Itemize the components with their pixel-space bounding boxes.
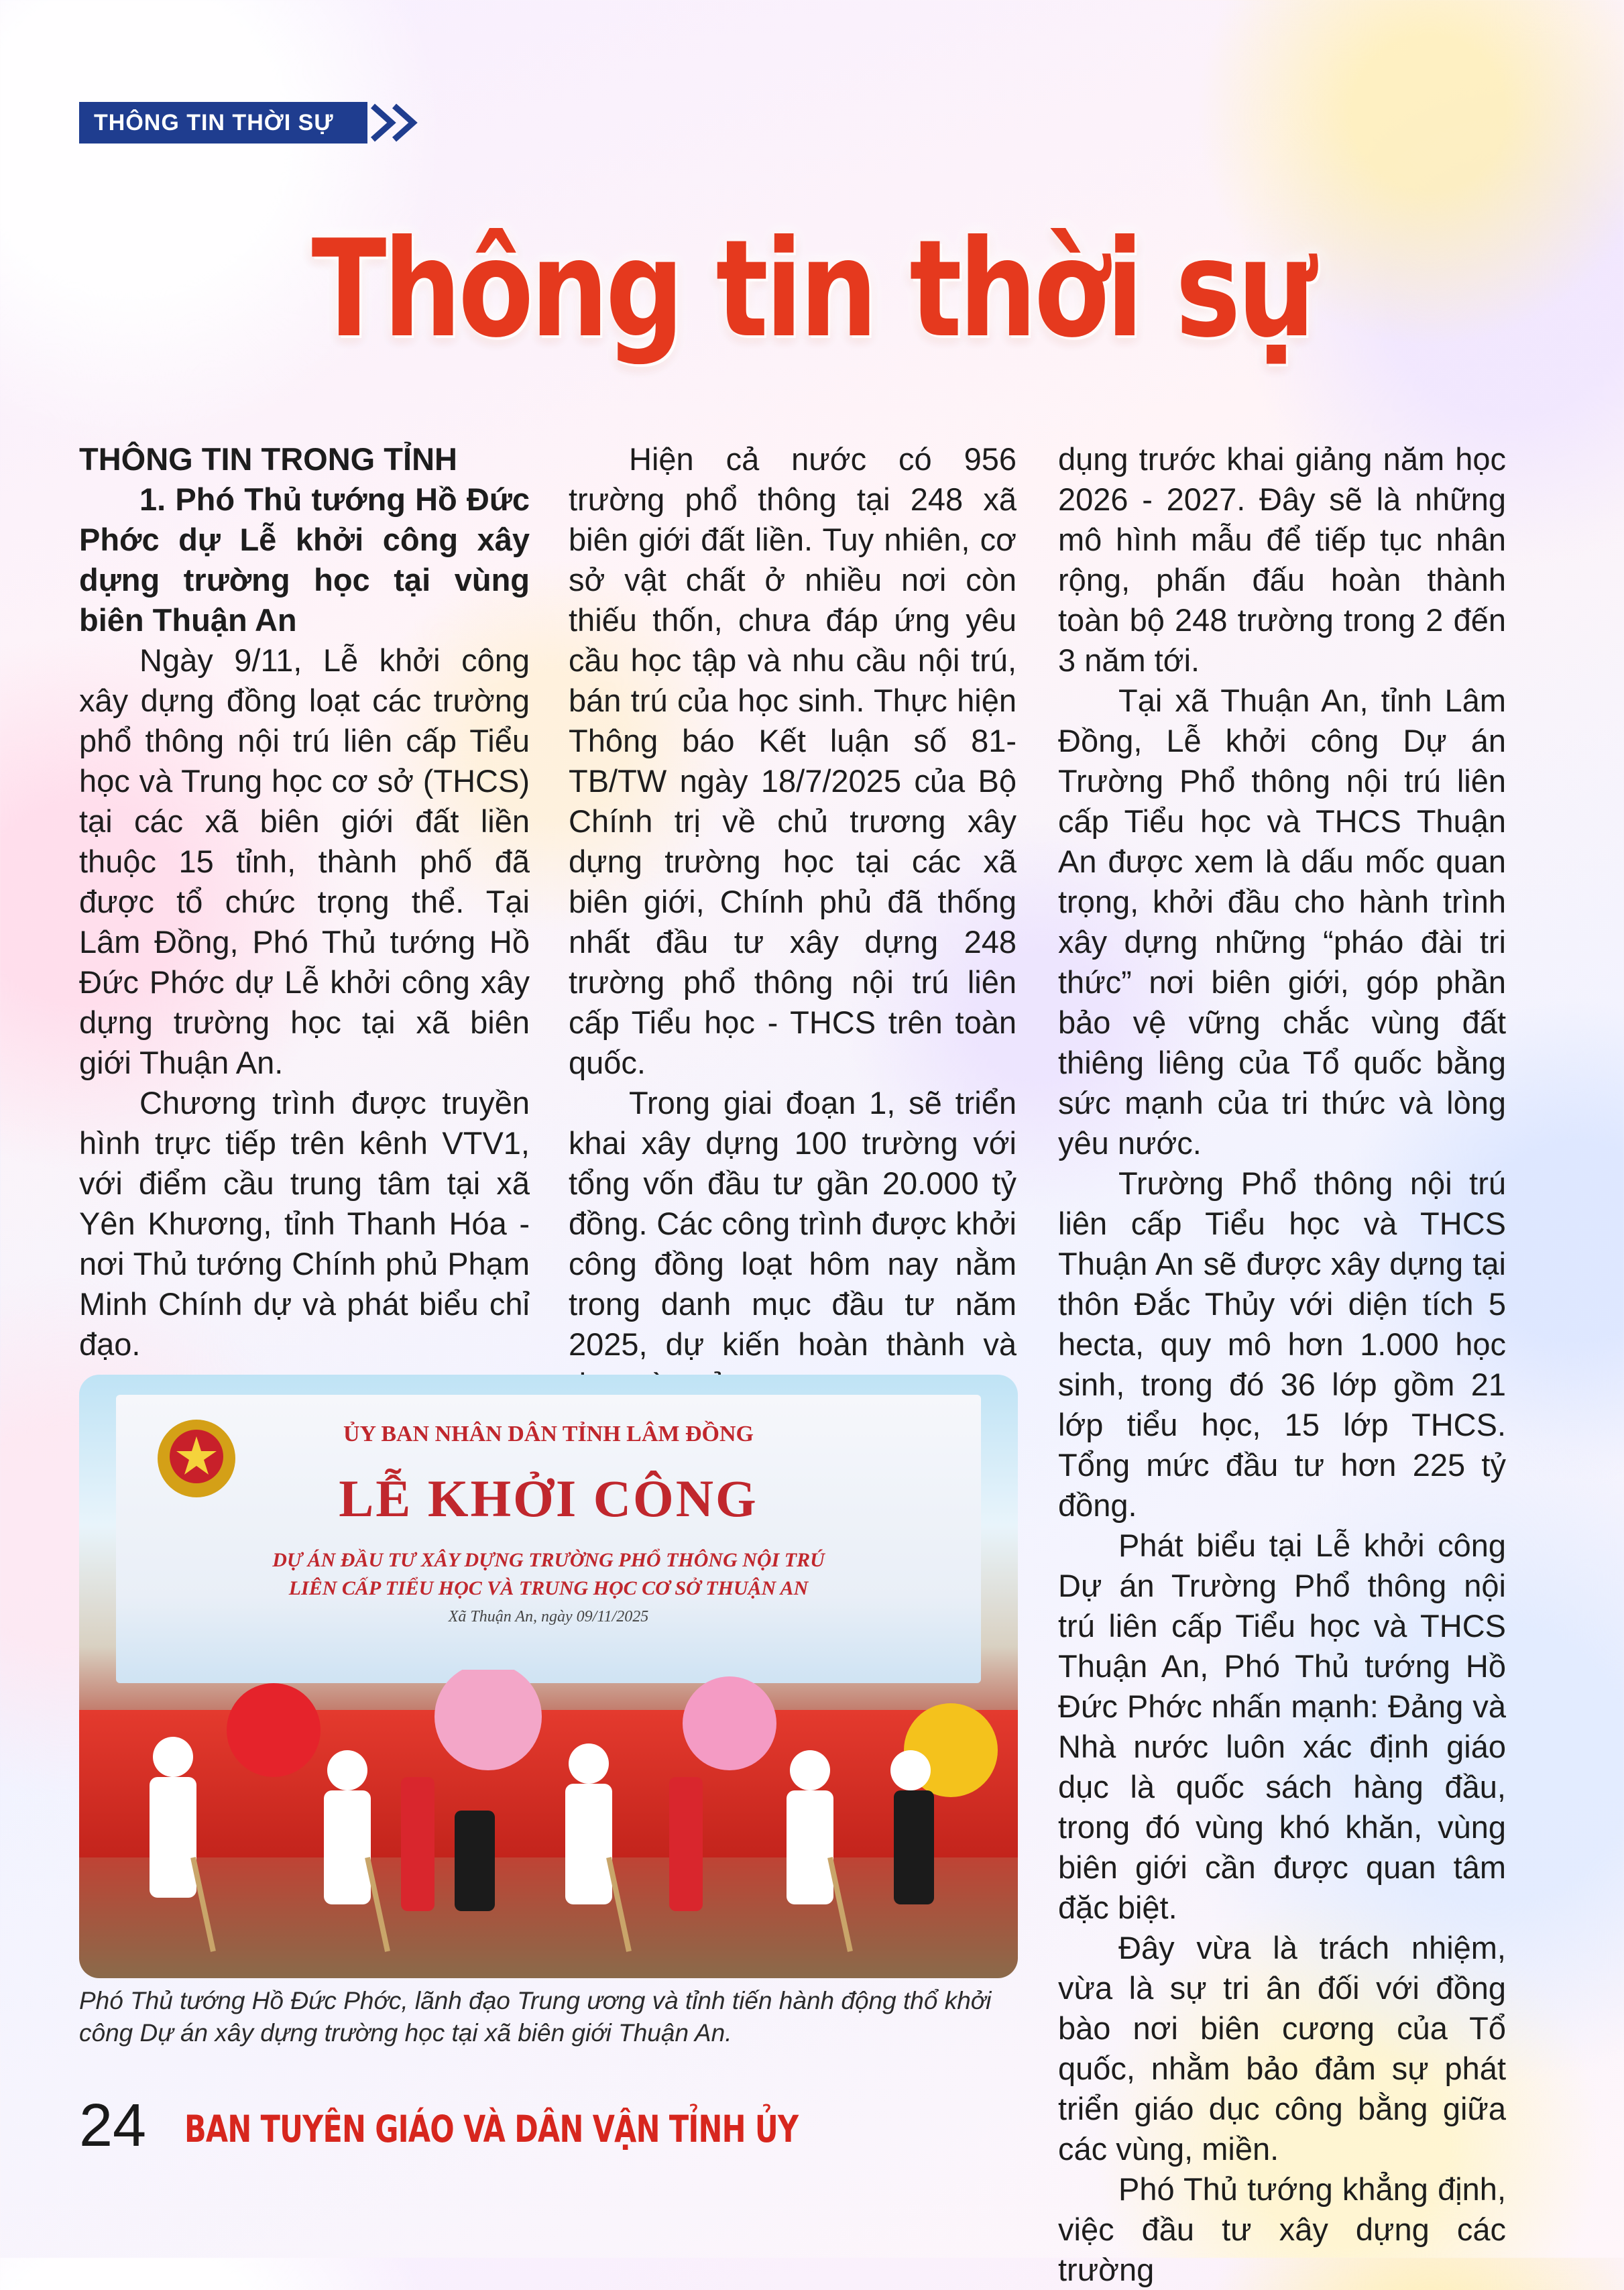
paragraph: Trong giai đoạn 1, sẽ triển khai xây dựng 100 trường với tổng vốn đầu tư gần 20.000 tỷ đồng. Các công trình được khởi công đồng loạt hôm nay nằm trong danh mục đầu tư năm 2025, dự kiến hoàn thành và: [569, 1085, 1017, 1362]
paragraph: Ngày 9/11, Lễ khởi công xây dựng đồng loạt các trường phổ thông nội trú liên cấp Tiểu học và Trung học cơ sở (THCS) tại các xã biên giới đất liền thuộc 15 tỉnh, thành phố đã được tổ chức trọng thể. Tại Lâm Đồng, Phó Thủ tướng Hồ Đức Phớc dự Lễ khởi công xây dựng trường học tại xã biên giới Thuận An.: [79, 642, 530, 1080]
article-column-2: [569, 439, 1017, 1405]
page-number: 24: [79, 2092, 147, 2159]
photo-caption: Phó Thủ tướng Hồ Đức Phớc, lãnh đạo Trung ương và tỉnh tiến hành động thổ khởi công Dự án xây dựng trường học tại xã biên giới Thuận An.: [79, 1987, 992, 2047]
paragraph: Trường Phổ thông nội trú liên cấp Tiểu học và THCS Thuận An sẽ được xây dựng tại thôn Đắc Thủy với diện tích 5 hecta, quy mô hơn 1.000 học sinh, trong đó 36 lớp gồm 21 lớp tiểu học, 15 lớp THCS. Tổng mức đầu tư hơn 225 tỷ đồng.: [1058, 1165, 1506, 1523]
paragraph: Phó Thủ tướng khẳng định, việc đầu tư xây dựng các trường: [1058, 2171, 1506, 2287]
paragraph: Chương trình được truyền hình trực tiếp trên kênh VTV1, với điểm cầu trung tâm tại xã Yên Khương, tỉnh Thanh Hóa - nơi Thủ tướng Chính phủ Phạm Minh Chính dự và phát biểu chỉ đạo.: [79, 1085, 530, 1362]
double-chevron-right-icon: [367, 102, 428, 144]
ceremony-photo: [79, 1375, 1018, 1978]
article-title: 1. Phó Thủ tướng Hồ Đức Phớc dự Lễ khởi công xây dựng trường học tại vùng biên Thuận An: [79, 481, 530, 638]
article-column-1: [79, 439, 530, 1365]
ceremony-figures: [79, 1670, 1018, 1978]
paragraph: Phát biểu tại Lễ khởi công Dự án Trường Phổ thông nội trú liên cấp Tiểu học và THCS Thuận An, Phó Thủ tướng Hồ Đức Phớc nhấn mạnh: Đảng và Nhà nước luôn xác định giáo dục là quốc sách hàng đầu, trong đó vùng khó khăn, vùng biên giới cần được quan tâm đặc biệt.: [1058, 1528, 1506, 1925]
paragraph: Tại xã Thuận An, tỉnh Lâm Đồng, Lễ khởi công Dự án Trường Phổ thông nội trú liên cấp Tiểu học và THCS Thuận An được xem là dấu mốc quan trọng, khởi đầu cho hành trình xây dựng những “pháo đài tri thức” nơi biên giới, góp phần bảo vệ vững chắc vùng đất thiêng liêng của Tổ quốc bằng sức mạnh của tri thức và lòng yêu nước.: [1058, 683, 1506, 1161]
section-tag-label: THÔNG TIN THỜI SỰ: [94, 109, 334, 135]
publisher-name: BAN TUYÊN GIÁO VÀ DÂN VẬN TỈNH ỦY: [184, 2108, 799, 2151]
section-tag: [79, 102, 367, 144]
banner-subtitle-2: LIÊN CẤP TIỂU HỌC VÀ TRUNG HỌC CƠ SỞ THUẬN AN: [288, 1577, 809, 1599]
article-column-3: [1058, 439, 1506, 2290]
paragraph: Đây vừa là trách nhiệm, vừa là sự tri ân đối với đồng bào nơi biên cương của Tổ quốc, nhằm bảo đảm sự phát triển giáo dục công bằng giữa các vùng, miền.: [1058, 1930, 1506, 2167]
banner-title: LỄ KHỞI CÔNG: [339, 1469, 758, 1528]
banner-authority: ỦY BAN NHÂN DÂN TỈNH LÂM ĐỒNG: [343, 1422, 754, 1446]
banner-subtitle-1: DỰ ÁN ĐẦU TƯ XÂY DỰNG TRƯỜNG PHỔ THÔNG NỘI TRÚ: [272, 1549, 825, 1571]
paragraph: Hiện cả nước có 956 trường phổ thông tại 248 xã biên giới đất liền. Tuy nhiên, cơ sở vật chất ở nhiều nơi còn thiếu thốn, chưa đáp ứng yêu cầu học tập và nhu cầu nội trú, bán trú của học sinh. Thực hiện Thông báo Kết luận số 81-TB/TW ngày 18/7/2025 của Bộ Chính trị về chủ trương xây dựng trường học tại các xã biên giới, Chính phủ đã thống nhất đầu tư xây dựng 248 trường phổ thông nội trú liên cấp Tiểu học - THCS trên toàn quốc.: [569, 441, 1017, 1080]
paragraph-continuation: dụng trước khai giảng năm học 2026 - 2027. Đây sẽ là những mô hình mẫu để tiếp tục nhân rộng, phấn đấu hoàn thành toàn bộ 248 trường trong 2 đến 3 năm tới.: [1058, 441, 1506, 678]
ceremony-banner: [116, 1395, 981, 1683]
banner-date: Xã Thuận An, ngày 09/11/2025: [448, 1608, 649, 1625]
page-title: Thông tin thời sự: [311, 211, 1313, 367]
section-heading: THÔNG TIN TRONG TỈNH: [79, 441, 457, 477]
